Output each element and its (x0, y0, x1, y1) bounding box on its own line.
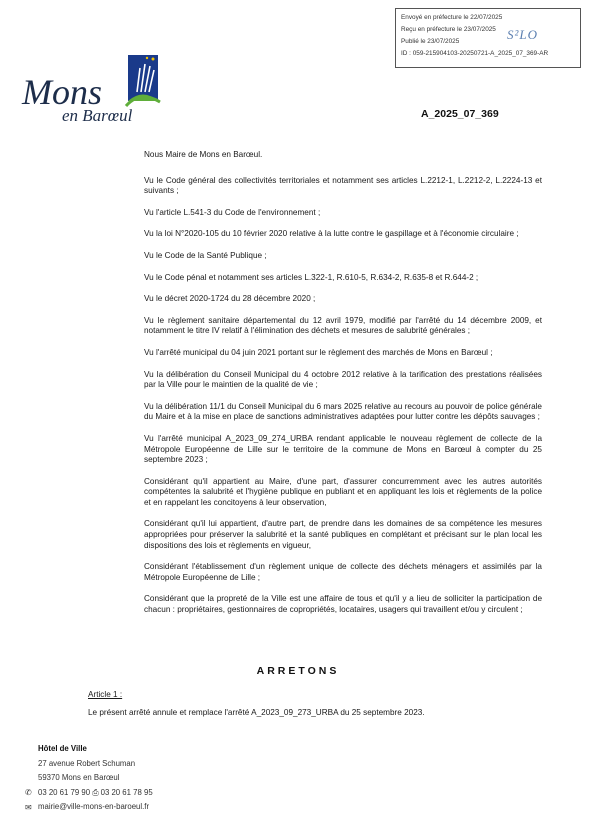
decree-heading: ARRETONS (256, 665, 340, 677)
visa-paragraph: Vu la délibération 11/1 du Conseil Municipal du 6 mars 2025 relative au recours au pouvoir de police générale du Maire et à la mise en place de sanctions administratives adaptées pour lutter contre les dépôts sauvages ; (144, 401, 542, 422)
footer-email: mairie@ville-mons-en-baroeul.fr (38, 802, 150, 811)
article-body: Le présent arrêté annule et remplace l'arrêté A_2023_09_273_URBA du 25 septembre 2023. (88, 708, 425, 717)
email-icon: ✉ (25, 802, 32, 812)
considering-paragraph: Considérant qu'il appartient au Maire, d'une part, d'assurer concurremment avec les autres autorités compétentes la salubrité et l'hygiène publique en publiant et en appliquant les lois et règlements de la police et en rappelant les concitoyens à leur observation, (144, 476, 542, 507)
footer-city: 59370 Mons en Barœul (38, 773, 120, 782)
s2lo-logo: S²LO (507, 27, 539, 42)
footer-phone: 03 20 61 79 90 (38, 787, 91, 797)
visa-paragraph: Vu la délibération du Conseil Municipal du 4 octobre 2012 relative à la tarification des prestations réalisées par la Ville pour le maintien de la qualité de vie ; (144, 369, 542, 390)
visa-paragraph: Vu l'arrêté municipal A_2023_09_274_URBA rendant applicable le nouveau règlement de collecte de la Métropole Européenne de Lille sur le territoire de la commune de Mons en Barœul à compter du 25 septembre 2023 ; (144, 433, 542, 465)
visa-paragraph: Vu l'article L.541-3 du Code de l'environnement ; (144, 207, 321, 217)
stamp-sent: Envoyé en préfecture le 22/07/2025 (401, 14, 503, 21)
stamp-id: ID : 059-215904103-20250721-A_2025_07_369-AR (401, 50, 549, 57)
visa-paragraph: Vu le décret 2020-1724 du 28 décembre 2020 ; (144, 294, 316, 304)
document-body (144, 150, 542, 627)
document-reference: A_2025_07_369 (421, 108, 499, 120)
stamp-published: Publié le 23/07/2025 (401, 38, 460, 45)
footer-street: 27 avenue Robert Schuman (38, 758, 136, 768)
visa-paragraph: Vu le Code pénal et notamment ses articles L.322-1, R.610-5, R.634-2, R.635-8 et R.644-2 ; (144, 272, 479, 282)
fax-icon: ⎙ (92, 787, 99, 797)
considering-paragraph: Considérant que la propreté de la Ville est une affaire de tous et qu'il y a lieu de solliciter la participation de chacun : propriétaires, gestionnaires de copropriétés, locataires, usagers qui travaillent et/ou y circulent ; (144, 594, 542, 615)
footer-phone-row (38, 786, 153, 801)
prefecture-stamp (395, 8, 581, 68)
phone-icon: ✆ (25, 788, 32, 797)
visa-paragraph: Vu le Code général des collectivités territoriales et notamment ses articles L.2212-1, L.2212-2, L.2224-13 et suivants ; (144, 175, 542, 196)
logo-city-name: Mons (22, 72, 102, 112)
visa-paragraph: Vu le règlement sanitaire départemental du 12 avril 1979, modifié par l'arrêté du 14 décembre 2009, et notamment le titre IV relatif à l'élimination des déchets et mesures de salubrité générales ; (144, 315, 542, 336)
footer-address (38, 742, 153, 815)
considering-paragraph: Considérant l'établissement d'un règlement unique de collecte des déchets ménagers et assimilés par la Métropole Européenne de Lille ; (144, 562, 542, 582)
visa-paragraph: Vu l'arrêté municipal du 04 juin 2021 portant sur le règlement des marchés de Mons en Barœul ; (144, 347, 493, 357)
footer-icons (25, 786, 32, 815)
footer-name: Hôtel de Ville (38, 744, 87, 753)
intro-line: Nous Maire de Mons en Barœul. (144, 150, 263, 159)
visa-paragraph: Vu le Code de la Santé Publique ; (144, 250, 267, 260)
visa-paragraph: Vu la loi N°2020-105 du 10 février 2020 relative à la lutte contre le gaspillage et à l'économie circulaire ; (144, 229, 519, 239)
footer-fax: 03 20 61 78 95 (100, 787, 153, 797)
stamp-received: Reçu en préfecture le 23/07/2025 (401, 26, 496, 33)
logo-city-subtitle: en Barœul (62, 106, 133, 125)
article-title: Article 1 : (88, 690, 123, 699)
considering-paragraph: Considérant qu'il lui appartient, d'autre part, de prendre dans les domaines de sa compétence les mesures appropriées pour préserver la salubrité et la santé publiques en complétant et précisant sur le plan local les dispositions des lois et règlements en vigueur, (144, 519, 542, 550)
